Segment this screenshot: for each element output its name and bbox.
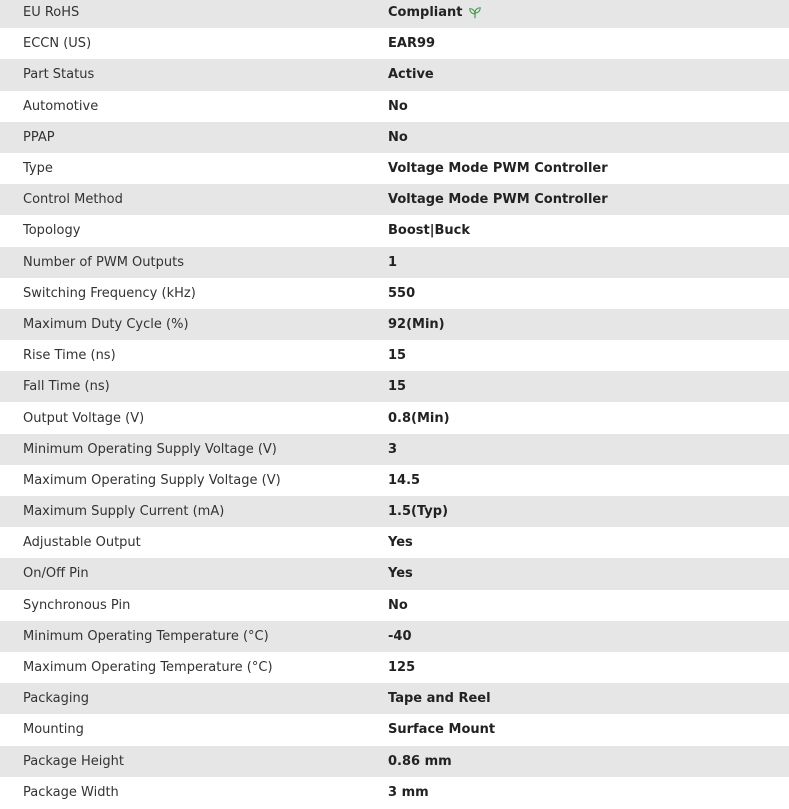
spec-row-eccn [0,28,789,59]
spec-row-package-height [0,746,789,777]
spec-label: Output Voltage (V) [23,410,145,426]
spec-row-min-operating-temp [0,621,789,652]
spec-row-max-supply-voltage [0,465,789,496]
spec-row-control-method [0,184,789,215]
spec-value: Voltage Mode PWM Controller [388,192,608,208]
spec-row-packaging [0,683,789,714]
spec-value: No [388,597,408,613]
spec-row-synchronous-pin [0,590,789,621]
spec-label: Minimum Operating Supply Voltage (V) [23,441,277,457]
spec-label: Minimum Operating Temperature (°C) [23,628,269,644]
spec-row-max-operating-temp [0,652,789,683]
spec-label: Topology [23,223,81,239]
spec-row-switching-frequency [0,278,789,309]
spec-row-rise-time [0,340,789,371]
spec-label: Package Width [23,784,119,800]
spec-label: Switching Frequency (kHz) [23,285,196,301]
spec-row-on-off-pin [0,558,789,589]
spec-label: Adjustable Output [23,535,141,551]
spec-label: ECCN (US) [23,36,92,52]
spec-value: EAR99 [388,36,436,52]
spec-value: 15 [388,348,407,364]
spec-label: Synchronous Pin [23,597,131,613]
spec-label: Package Height [23,753,124,769]
spec-label: Maximum Duty Cycle (%) [23,316,189,332]
spec-row-duty-cycle [0,309,789,340]
spec-value: 14.5 [388,472,421,488]
spec-label: Control Method [23,192,123,208]
spec-label: Automotive [23,98,99,114]
spec-value: Active [388,67,434,83]
spec-row-min-supply-voltage [0,434,789,465]
spec-value: Yes [388,535,413,551]
spec-row-adjustable-output [0,527,789,558]
spec-row-eu-rohs [0,0,789,28]
spec-label: Number of PWM Outputs [23,254,184,270]
spec-row-type [0,153,789,184]
spec-label: On/Off Pin [23,566,89,582]
spec-row-part-status [0,59,789,90]
spec-value: 550 [388,285,416,301]
spec-value: Compliant [388,5,463,21]
spec-label: Rise Time (ns) [23,348,116,364]
spec-label: PPAP [23,129,55,145]
spec-row-pwm-outputs [0,247,789,278]
spec-value: 0.86 mm [388,753,452,769]
spec-label: Packaging [23,691,89,707]
spec-value: -40 [388,628,412,644]
spec-label: Type [23,161,53,177]
spec-value: 0.8(Min) [388,410,450,426]
spec-value: Yes [388,566,413,582]
spec-value: 3 [388,441,398,457]
spec-label: Part Status [23,67,95,83]
spec-value: 3 mm [388,784,429,800]
spec-label: Maximum Supply Current (mA) [23,504,225,520]
spec-value: Voltage Mode PWM Controller [388,161,608,177]
spec-value: 1.5(Typ) [388,504,449,520]
spec-row-package-width [0,777,789,808]
spec-value: 1 [388,254,398,270]
spec-value: 15 [388,379,407,395]
leaf-icon [468,6,482,20]
spec-value-wrapper [388,5,789,20]
spec-value: Tape and Reel [388,691,491,707]
spec-row-fall-time [0,371,789,402]
spec-label: EU RoHS [23,5,80,21]
spec-value: Boost|Buck [388,223,470,239]
spec-value: 125 [388,660,416,676]
spec-row-output-voltage [0,402,789,433]
spec-row-mounting [0,714,789,745]
spec-value: No [388,129,408,145]
spec-value: No [388,98,408,114]
spec-label: Mounting [23,722,84,738]
spec-value: 92(Min) [388,316,445,332]
spec-value: Surface Mount [388,722,496,738]
spec-row-ppap [0,122,789,153]
spec-label: Fall Time (ns) [23,379,110,395]
spec-label: Maximum Operating Temperature (°C) [23,660,273,676]
spec-row-automotive [0,91,789,122]
spec-label: Maximum Operating Supply Voltage (V) [23,472,281,488]
spec-row-max-supply-current [0,496,789,527]
spec-row-topology [0,215,789,246]
